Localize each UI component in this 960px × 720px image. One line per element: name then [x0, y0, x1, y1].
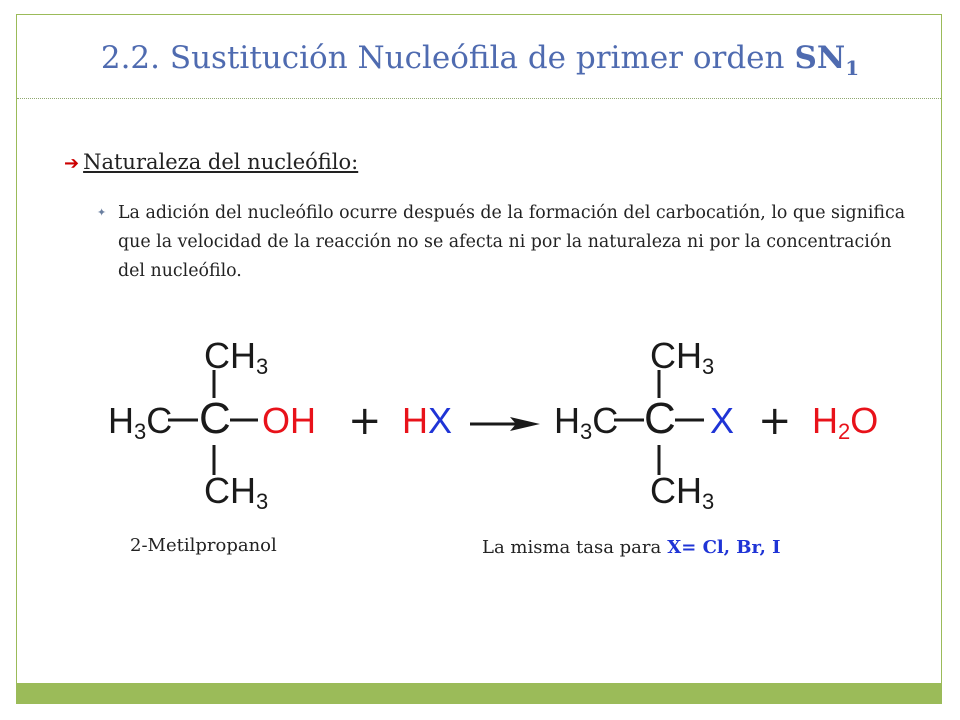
- plus-sign-1: +: [348, 398, 382, 444]
- right-ch3-top: [650, 335, 714, 380]
- arrow-right-icon: ➔: [64, 153, 80, 174]
- right-h3c: [554, 400, 618, 445]
- reactant-label: 2-Metilpropanol: [130, 535, 277, 556]
- left-ch3-bottom-ch: CH: [204, 470, 256, 511]
- left-h3c-h: H: [108, 400, 134, 441]
- right-ch3-top-ch: CH: [650, 335, 702, 376]
- title-text: 2.2. Sustitución Nucleófila de primer orden: [100, 40, 785, 76]
- right-h3c-c: C: [592, 400, 619, 441]
- right-ch3-bottom-sub: 3: [702, 489, 715, 514]
- left-h3c-sub: 3: [134, 419, 147, 444]
- left-h3c-c: C: [146, 400, 173, 441]
- plus-sign-2: +: [758, 398, 792, 444]
- left-ch3-top-ch: CH: [204, 335, 256, 376]
- bullet-explanation: La adición del nucleófilo ocurre después de la formación del carbocatión, lo que significa que la velocidad de la reacción no se afecta ni por la naturaleza ni por la concentración del nucleófilo.: [118, 203, 906, 281]
- product-label: [482, 537, 781, 558]
- left-ch3-bottom: [204, 470, 268, 515]
- title-sn-subscript: 1: [845, 56, 860, 81]
- right-ch3-top-sub: 3: [702, 354, 715, 379]
- right-h3c-sub: 3: [580, 419, 593, 444]
- bullet-nucleophile-text: Naturaleza del nucleófilo:: [83, 150, 359, 174]
- reagent-x: X: [428, 400, 453, 441]
- bullet-star-icon: ✦: [97, 206, 107, 219]
- water-o: O: [850, 400, 879, 441]
- bottom-accent-band: [16, 683, 942, 703]
- reagent-h: H: [402, 400, 428, 441]
- left-ch3-bottom-sub: 3: [256, 489, 269, 514]
- left-center-carbon: C: [199, 394, 231, 443]
- left-ch3-top: [204, 335, 268, 380]
- water-sub: 2: [838, 419, 851, 444]
- left-ch3-top-sub: 3: [256, 354, 269, 379]
- product-label-prefix: La misma tasa para: [482, 537, 662, 558]
- right-center-carbon: C: [644, 394, 676, 443]
- halogen-list: X= Cl, Br, I: [667, 537, 781, 558]
- right-x: X: [710, 400, 735, 441]
- reagent-hx: [402, 400, 452, 442]
- product-water: [812, 400, 878, 445]
- right-h3c-h: H: [554, 400, 580, 441]
- title-sn-text: SN: [794, 40, 846, 76]
- left-h3c: [108, 400, 172, 445]
- left-oh: OH: [262, 400, 316, 441]
- right-ch3-bottom-ch: CH: [650, 470, 702, 511]
- right-ch3-bottom: [650, 470, 714, 515]
- water-h: H: [812, 400, 838, 441]
